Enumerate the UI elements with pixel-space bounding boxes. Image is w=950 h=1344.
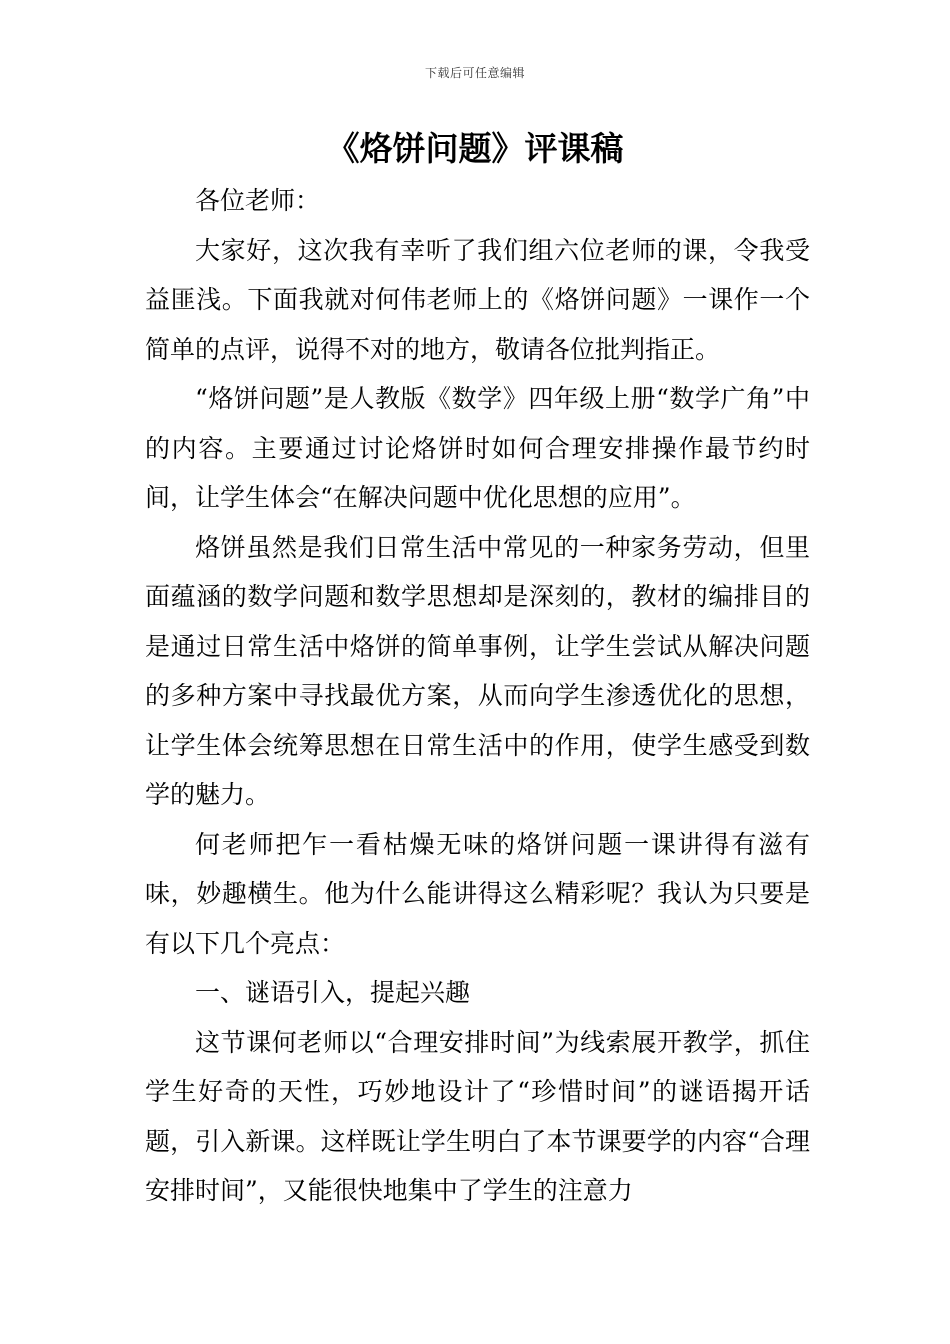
- document-title: 《烙饼问题》评课稿: [326, 129, 624, 168]
- paragraph-intro: 大家好，这次我有幸听了我们组六位老师的课，令我受益匪浅。下面我就对何伟老师上的《烙饼问题》一课作一个简单的点评，说得不对的地方，敬请各位批判指正。: [145, 235, 810, 364]
- document-body: [145, 176, 810, 1216]
- header-note: 下载后可任意编辑: [424, 66, 525, 80]
- paragraph-topic: “烙饼问题”是人教版《数学》四年级上册“数学广角”中的内容。主要通过讨论烙饼时如何合理安排操作最节约时间，让学生体会“在解决问题中优化思想的应用”。: [145, 384, 810, 512]
- paragraph-highlights: 何老师把乍一看枯燥无味的烙饼问题一课讲得有滋有味，妙趣横生。他为什么能讲得这么精彩呢？我认为只要是有以下几个亮点：: [145, 829, 810, 958]
- paragraph-section-1: 这节课何老师以“合理安排时间”为线索展开教学，抓住学生好奇的天性，巧妙地设计了“珍惜时间”的谜语揭开话题，引入新课。这样既让学生明白了本节课要学的内容“合理安排时间”，又能很快地集中了学生的注意力: [145, 1027, 810, 1205]
- paragraph-greeting: 各位老师：: [195, 186, 321, 215]
- paragraph-purpose: 烙饼虽然是我们日常生活中常见的一种家务劳动，但里面蕴涵的数学问题和数学思想却是深刻的，教材的编排目的是通过日常生活中烙饼的简单事例，让学生尝试从解决问题的多种方案中寻找最优方案，从而向学生渗透优化的思想，让学生体会统筹思想在日常生活中的作用，使学生感受到数学的魅力。: [145, 532, 810, 809]
- section-heading-1: 一、谜语引入，提起兴趣: [195, 978, 471, 1007]
